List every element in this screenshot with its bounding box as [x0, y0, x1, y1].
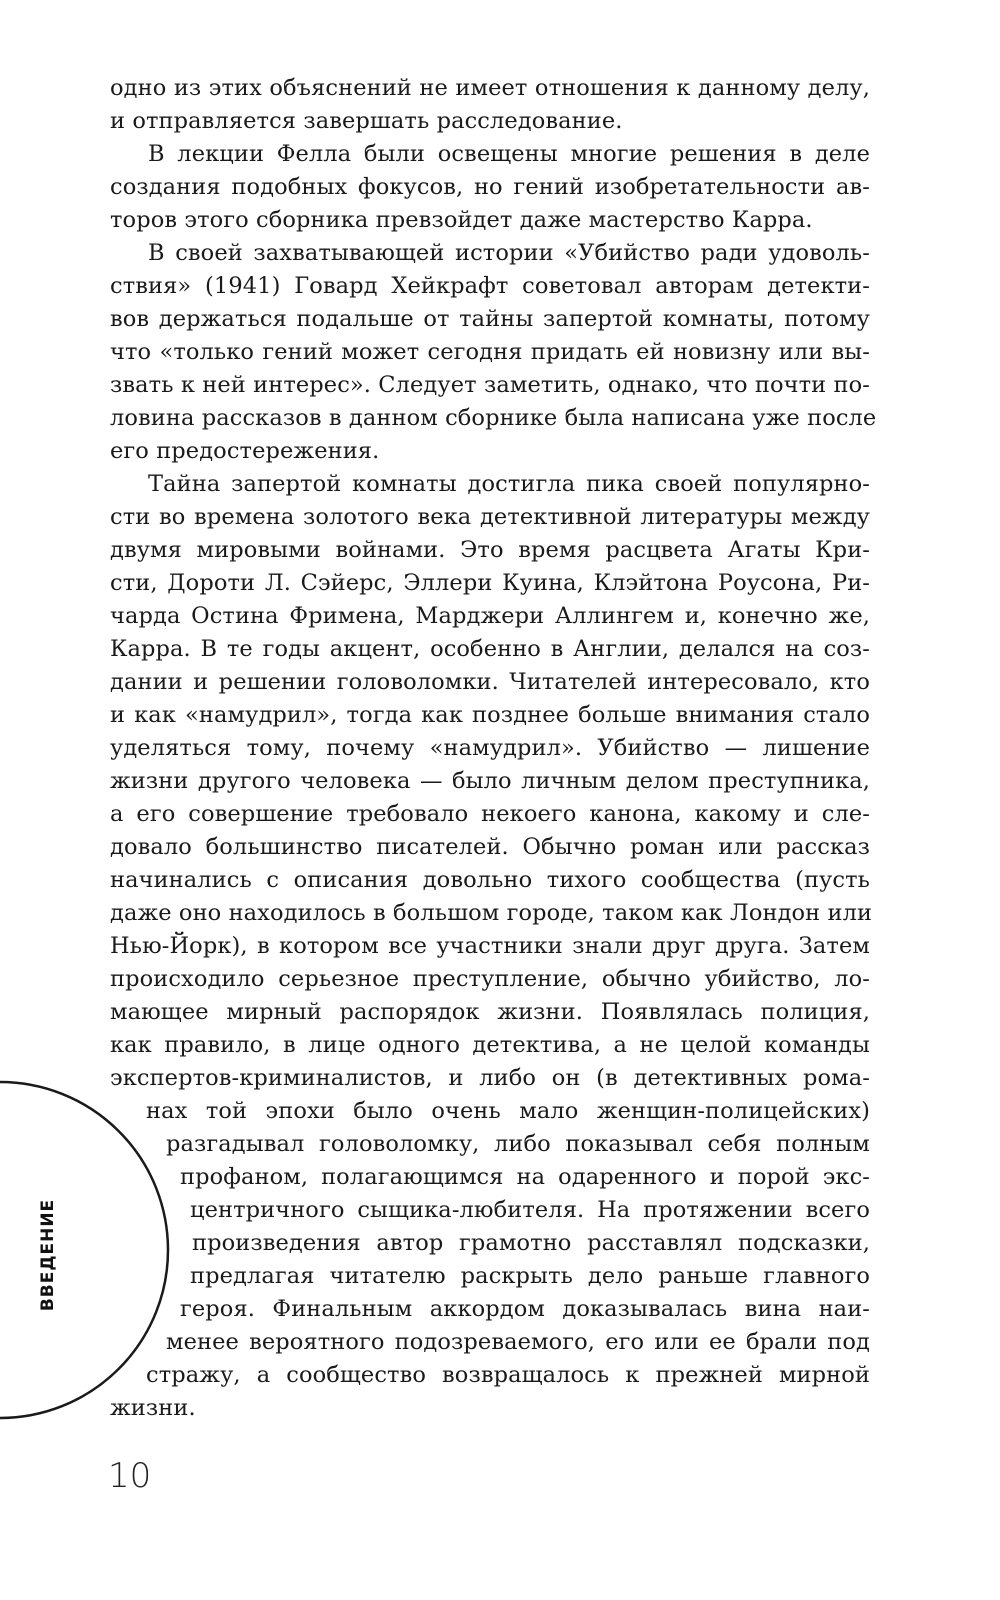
text-line: и отправляется завершать расследование. [110, 108, 623, 134]
text-line: ловина рассказов в данном сборнике была написана уже после [110, 405, 877, 431]
text-line: Карра. В те годы акцент, особенно в Англии, делался на соз- [110, 636, 870, 662]
text-line: что «только гений может сегодня придать ей новизну или вы- [110, 339, 870, 365]
text-line: его предостережения. [110, 438, 380, 464]
text-line: даже оно находилось в большом городе, таком как Лондон или [110, 900, 873, 926]
text-line: происходило серьезное преступление, обычно убийство, ло- [110, 966, 870, 992]
text-line: сти во времена золотого века детективной литературы между [110, 504, 870, 530]
text-line: и как «намудрил», тогда как позднее больше внимания стало [110, 702, 870, 728]
text-line: начинались с описания довольно тихого сообщества (пусть [110, 867, 870, 893]
text-line: центричного сыщика-любителя. На протяжении всего [190, 1197, 870, 1223]
body-text [110, 72, 877, 1425]
text-line: звать к ней интерес». Следует заметить, однако, что почти по- [110, 372, 870, 398]
text-line: стражу, а сообщество возвращалось к прежней мирной [146, 1362, 870, 1388]
section-label: ВВЕДЕНИЕ [38, 1198, 58, 1312]
text-line: создания подобных фокусов, но гений изобретательности ав- [110, 174, 870, 200]
text-line: разгадывал головоломку, либо показывал себя полным [166, 1131, 870, 1157]
text-line: В своей захватывающей истории «Убийство ради удоволь- [148, 240, 870, 266]
text-line: торов этого сборника превзойдет даже мастерство Карра. [110, 207, 813, 233]
text-line: жизни другого человека — было личным делом преступника, [110, 768, 870, 794]
text-line: уделяться тому, почему «намудрил». Убийство — лишение [110, 735, 870, 761]
text-line: Тайна запертой комнаты достигла пика своей популярно- [148, 471, 870, 497]
text-line: жизни. [110, 1395, 196, 1421]
text-line: произведения автор грамотно расставлял подсказки, [192, 1230, 870, 1256]
text-line: довало большинство писателей. Обычно роман или рассказ [110, 834, 870, 860]
text-line: как правило, в лице одного детектива, а не целой команды [110, 1032, 870, 1058]
text-line: сти, Дороти Л. Сэйерс, Эллери Куина, Клэйтона Роусона, Ри- [110, 570, 870, 596]
text-line: В лекции Фелла были освещены многие решения в деле [148, 141, 870, 167]
text-line: Нью-Йорк), в котором все участники знали друг друга. Затем [110, 933, 870, 959]
text-line: двумя мировыми войнами. Это время расцвета Агаты Кри- [110, 537, 870, 563]
text-line: а его совершение требовало некоего канона, какому и сле- [110, 801, 870, 827]
text-line: менее вероятного подозреваемого, его или ее брали под [166, 1329, 870, 1355]
section-tab-arc [0, 1080, 170, 1420]
text-line: предлагая читателю раскрыть дело раньше главного [190, 1263, 870, 1289]
text-line: экспертов-криминалистов, и либо он (в детективных рома- [110, 1065, 870, 1091]
text-line: профаном, полагающимся на одаренного и порой экс- [180, 1164, 870, 1190]
text-line: нах той эпохи было очень мало женщин-полицейских) [146, 1098, 870, 1124]
text-line: мающее мирный распорядок жизни. Появлялась полиция, [110, 999, 870, 1025]
text-line: ствия» (1941) Говард Хейкрафт советовал авторам детекти- [110, 273, 870, 299]
text-line: чарда Остина Фримена, Марджери Аллингем и, конечно же, [110, 603, 870, 629]
page-number: 10 [108, 1456, 152, 1496]
text-line: вов держаться подальше от тайны запертой комнаты, потому [110, 306, 870, 332]
text-line: героя. Финальным аккордом доказывалась вина наи- [180, 1296, 870, 1322]
text-line: дании и решении головоломки. Читателей интересовало, кто [110, 669, 870, 695]
text-line: одно из этих объяснений не имеет отношения к данному делу, [110, 75, 870, 101]
